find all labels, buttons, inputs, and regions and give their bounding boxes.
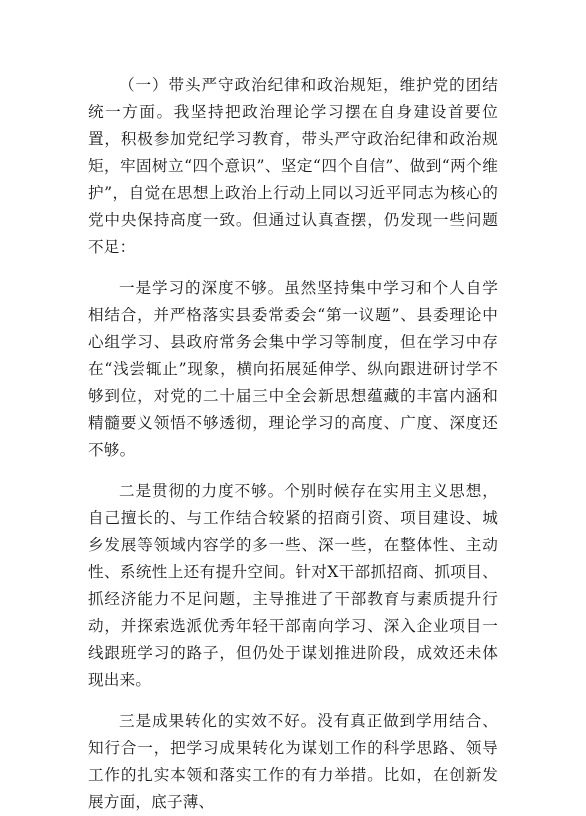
paragraph-political-discipline: （一）带头严守政治纪律和政治规矩，维护党的团结统一方面。我坚持把政治理论学习摆在自身建设首要位置，积极参加党纪学习教育，带头严守政治纪律和政治规矩，牢固树立“四个意识”、坚定“四个自信”、做到“两个维护”，自觉在思想上政治上行动上同以习近平同志为核心的党中央保持高度一致。但通过认真查摆，仍发现一些问题不足： (88, 76, 498, 256)
paragraph-study-depth: 一是学习的深度不够。虽然坚持集中学习和个人自学相结合，并严格落实县委常委会“第一议题”、县委理论中心组学习、县政府常务会集中学习等制度，但在学习中存在“浅尝辄止”现象，横向拓展延伸学、纵向跟进研讨学不够到位，对党的二十届三中全会新思想蕴藏的丰富内涵和精髓要义领悟不够透彻，理论学习的高度、广度、深度还不够。 (88, 279, 498, 459)
paragraph-results-transformation: 三是成果转化的实效不好。没有真正做到学用结合、知行合一，把学习成果转化为谋划工作的科学思路、领导工作的扎实本领和落实工作的有力举措。比如，在创新发展方面，底子薄、 (88, 712, 498, 811)
paragraph-implementation-strength: 二是贯彻的力度不够。个别时候存在实用主义思想，自己擅长的、与工作结合较紧的招商引资、项目建设、城乡发展等领域内容学的多一些、深一些，在整体性、主动性、系统性上还有提升空间。针对X干部抓招商、抓项目、抓经济能力不足问题，主导推进了干部教育与素质提升行动，并探索选派优秀年轻干部南向学习、深入企业项目一线跟班学习的路子，但仍处于谋划推进阶段，成效还未体现出来。 (88, 482, 498, 689)
document-body (88, 72, 498, 816)
